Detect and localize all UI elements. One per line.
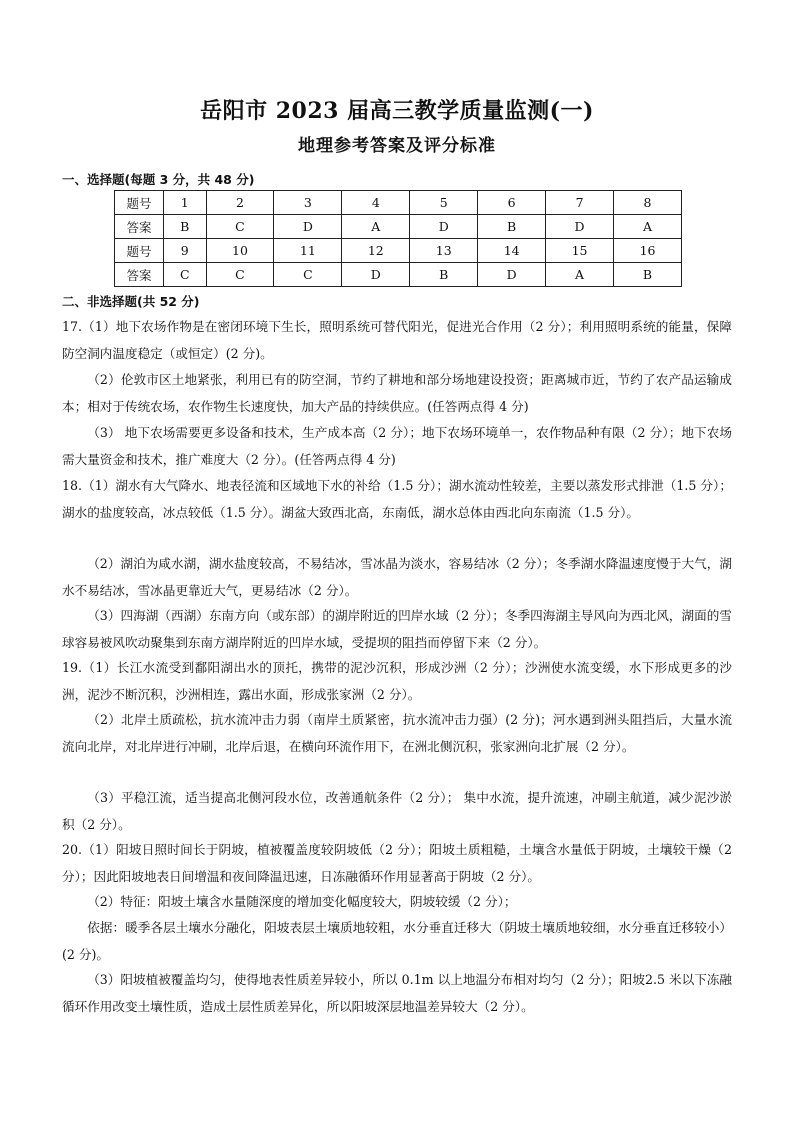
answer-cell: B [478, 215, 546, 239]
page-title: 岳阳市 2023 届高三教学质量监测(一) [200, 98, 594, 124]
question-number: 12 [342, 239, 410, 263]
question-number: 16 [614, 239, 682, 263]
section-1-heading: 一、选择题(每题 3 分，共 48 分) [62, 172, 255, 187]
answer-18-2: （2）湖泊为咸水湖，湖水盐度较高，不易结冰，雪冰晶为淡水，容易结冰（2 分）；冬季湖水降温速度慢于大气，湖水不易结冰，雪冰晶更靠近大气，更易结冰（2 分）。 [62, 556, 732, 598]
answer-cell: C [164, 263, 207, 287]
answer-cell: D [546, 215, 614, 239]
question-number: 11 [274, 239, 342, 263]
row-label-answer: 答案 [115, 263, 164, 287]
table-row [115, 191, 682, 215]
section-2-heading: 二、非选择题(共 52 分) [62, 294, 200, 309]
answer-cell: C [206, 263, 274, 287]
answer-cell: A [546, 263, 614, 287]
answer-17-2: （2）伦敦市区土地紧张，利用已有的防空洞，节约了耕地和部分场地建设投资；距离城市近，节约了农产品运输成本；相对于传统农场，农作物生长速度快，加大产品的持续供应。(任答两点得 4 分) [62, 372, 732, 414]
answer-19-2: （2）北岸土质疏松，抗水流冲击力弱（南岸土质紧密，抗水流冲击力强）(2 分)；河水遇到洲头阻挡后，大量水流流向北岸，对北岸进行冲刷，北岸后退，在横向环流作用下，在洲北侧沉积，张家洲向北扩展（2 分）。 [62, 712, 732, 754]
answer-cell: D [274, 215, 342, 239]
question-number: 4 [342, 191, 410, 215]
answer-cell: C [274, 263, 342, 287]
answer-cell: A [614, 215, 682, 239]
answer-cell: B [164, 215, 207, 239]
question-number: 14 [478, 239, 546, 263]
table-row [115, 215, 682, 239]
answer-17-3: （3） 地下农场需要更多设备和技术，生产成本高（2 分）；地下农场环境单一，农作物品种有限（2 分）；地下农场需大量资金和技术，推广难度大（2 分）。(任答两点得 4 分) [62, 425, 732, 467]
question-number: 6 [478, 191, 546, 215]
question-number: 10 [206, 239, 274, 263]
answer-20-2-basis: 依据：暖季各层土壤水分融化，阳坡表层土壤质地较粗，水分垂直迁移大（阴坡土壤质地较细，水分垂直迁移较小）(2 分)。 [62, 920, 732, 962]
question-number: 1 [164, 191, 207, 215]
answer-cell: D [478, 263, 546, 287]
question-number: 2 [206, 191, 274, 215]
question-number: 9 [164, 239, 207, 263]
answer-18-3: （3）四海湖（西湖）东南方向（或东部）的湖岸附近的凹岸水域（2 分）；冬季四海湖主导风向为西北风，湖面的雪球容易被风吹动聚集到东南方湖岸附近的凹岸水域，受提坝的阻挡而停留下来（2 分）。 [62, 608, 732, 650]
row-label-question: 题号 [115, 191, 164, 215]
question-number: 15 [546, 239, 614, 263]
answer-cell: A [342, 215, 410, 239]
answer-18-1: 18.（1）湖水有大气降水、地表径流和区域地下水的补给（1.5 分）；湖水流动性较差，主要以蒸发形式排泄（1.5 分）；湖水的盐度较高，冰点较低（1.5 分）。湖盆大致西北高，东南低，湖水总体由西北向东南流（1.5 分）。 [62, 478, 732, 520]
answer-19-1: 19.（1）长江水流受到鄱阳湖出水的顶托，携带的泥沙沉积，形成沙洲（2 分）；沙洲使水流变缓，水下形成更多的沙洲，泥沙不断沉积，沙洲相连，露出水面，形成张家洲（2 分）。 [62, 660, 732, 702]
table-row [115, 239, 682, 263]
page-subtitle: 地理参考答案及评分标准 [298, 136, 496, 156]
question-number: 7 [546, 191, 614, 215]
answer-cell: C [206, 215, 274, 239]
answer-17-1: 17.（1）地下农场作物是在密闭环境下生长，照明系统可替代阳光，促进光合作用（2 分）；利用照明系统的能量，保障防空洞内温度稳定（或恒定）(2 分)。 [62, 319, 732, 361]
answer-20-3: （3）阳坡植被覆盖均匀，使得地表性质差异较小，所以 0.1m 以上地温分布相对均匀（2 分）；阳坡2.5 米以下冻融循环作用改变土壤性质，造成土层性质差异化，所以阳坡深层地温差异较大（2 分）。 [62, 972, 732, 1014]
question-number: 13 [410, 239, 478, 263]
answer-cell: D [342, 263, 410, 287]
answer-cell: B [614, 263, 682, 287]
answer-20-1: 20.（1）阳坡日照时间长于阴坡，植被覆盖度较阴坡低（2 分）；阳坡土质粗糙，土壤含水量低于阴坡，土壤较干燥（2 分）；因此阳坡地表日间增温和夜间降温迅速，日冻融循环作用显著高于阴坡（2 分）。 [62, 842, 732, 884]
question-number: 5 [410, 191, 478, 215]
answer-table [114, 190, 682, 287]
table-row [115, 263, 682, 287]
row-label-question: 题号 [115, 239, 164, 263]
answer-cell: D [410, 215, 478, 239]
question-number: 3 [274, 191, 342, 215]
answer-cell: B [410, 263, 478, 287]
row-label-answer: 答案 [115, 215, 164, 239]
answer-20-2: （2）特征：阳坡土壤含水量随深度的增加变化幅度较大，阴坡较缓（2 分）； [87, 894, 517, 909]
answer-19-3: （3）平稳江流，适当提高北侧河段水位，改善通航条件（2 分）； 集中水流，提升流速，冲刷主航道，减少泥沙淤积（2 分）。 [62, 790, 732, 832]
question-number: 8 [614, 191, 682, 215]
